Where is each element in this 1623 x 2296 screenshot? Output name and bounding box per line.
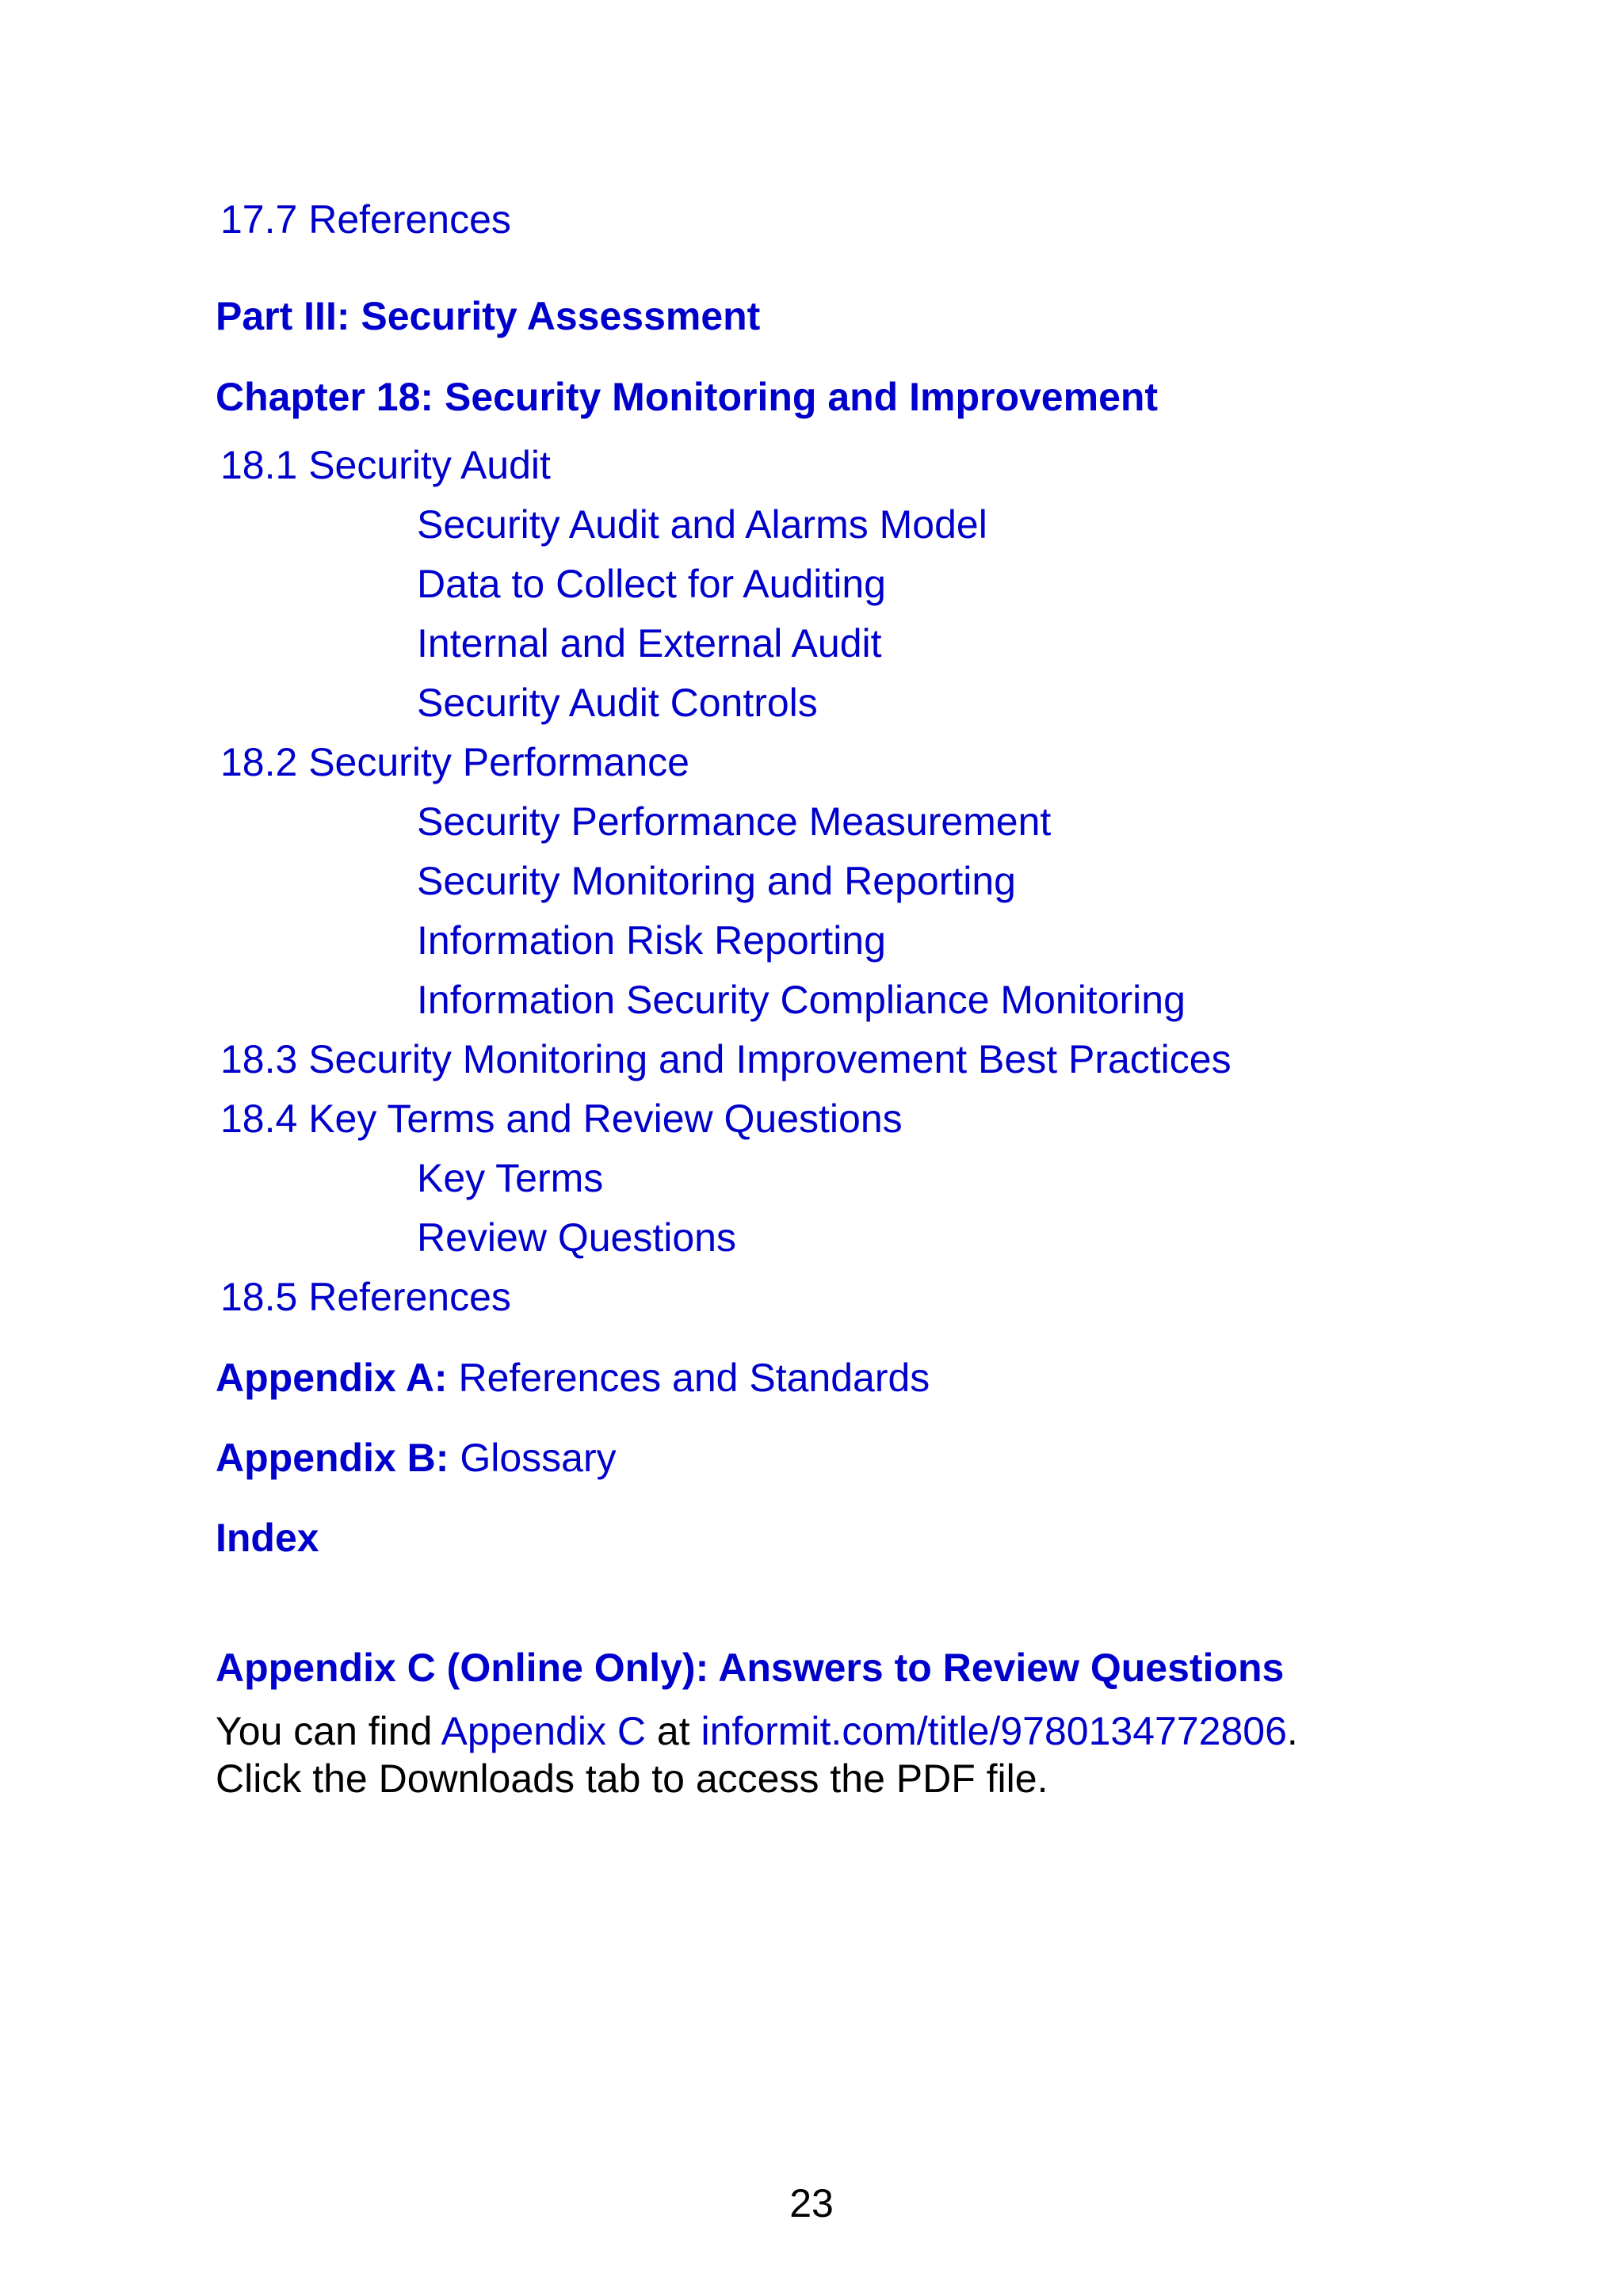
toc-subentry[interactable]: Data to Collect for Auditing <box>417 562 886 606</box>
toc-subentry[interactable]: Security Audit and Alarms Model <box>417 502 987 547</box>
toc-index[interactable]: Index <box>216 1516 319 1560</box>
toc-subentry[interactable]: Security Audit Controls <box>417 681 818 725</box>
appendix-b-label: Appendix B: <box>216 1436 449 1480</box>
toc-chapter-18-heading[interactable]: Chapter 18: Security Monitoring and Improvement <box>216 375 1159 419</box>
appendix-c-link[interactable]: Appendix C <box>441 1709 647 1753</box>
appendix-c-note <box>216 1707 1298 1802</box>
appendix-a-label: Appendix A: <box>216 1356 448 1400</box>
toc-subentry[interactable]: Review Questions <box>417 1215 736 1260</box>
toc-entry-18-3[interactable]: 18.3 Security Monitoring and Improvement Best Practices <box>220 1037 1232 1081</box>
toc-subentry[interactable]: Internal and External Audit <box>417 621 882 666</box>
informit-url-link[interactable]: informit.com/title/9780134772806 <box>701 1709 1287 1753</box>
note-prefix: You can find <box>216 1709 441 1753</box>
appendix-c-note-line-1 <box>216 1707 1298 1755</box>
toc-subentry[interactable]: Security Monitoring and Reporting <box>417 859 1016 903</box>
toc-entry-18-2[interactable]: 18.2 Security Performance <box>220 740 689 784</box>
toc-entry-18-5[interactable]: 18.5 References <box>220 1275 511 1319</box>
appendix-b-title: Glossary <box>449 1436 617 1480</box>
toc-part-3-heading[interactable]: Part III: Security Assessment <box>216 294 761 338</box>
appendix-c-heading: Appendix C (Online Only): Answers to Review Questions <box>216 1646 1285 1690</box>
toc-appendix-b[interactable] <box>216 1438 617 1478</box>
toc-subentry[interactable]: Information Risk Reporting <box>417 918 886 963</box>
toc-entry-18-1[interactable]: 18.1 Security Audit <box>220 443 551 487</box>
note-middle: at <box>646 1709 701 1753</box>
toc-appendix-a[interactable] <box>216 1358 930 1398</box>
appendix-a-title: References and Standards <box>447 1356 930 1400</box>
toc-entry-17-7-references[interactable]: 17.7 References <box>220 197 511 242</box>
toc-entry-18-4[interactable]: 18.4 Key Terms and Review Questions <box>220 1097 903 1141</box>
page-number: 23 <box>789 2181 834 2225</box>
note-suffix: . <box>1286 1709 1298 1753</box>
toc-subentry[interactable]: Information Security Compliance Monitoring <box>417 978 1186 1022</box>
toc-subentry[interactable]: Security Performance Measurement <box>417 799 1052 844</box>
appendix-c-note-line-2: Click the Downloads tab to access the PDF file. <box>216 1756 1048 1801</box>
toc-subentry[interactable]: Key Terms <box>417 1156 604 1200</box>
